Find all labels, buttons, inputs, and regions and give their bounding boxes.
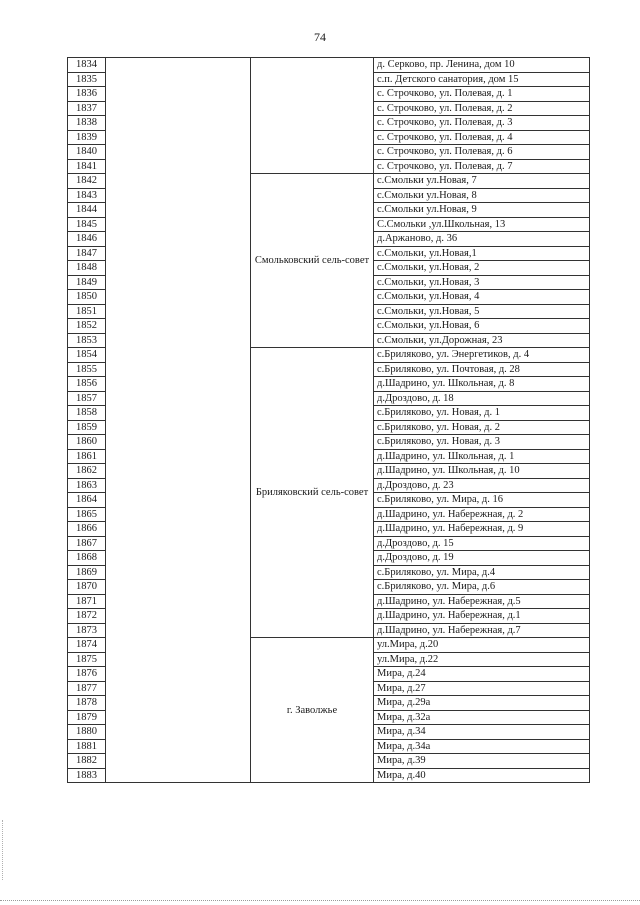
row-number: 1840 [68,145,106,160]
polling-address: Мира, д.29а [374,696,590,711]
polling-address: с.Смольки, ул.Новая, 4 [374,290,590,305]
polling-address: Мира, д.40 [374,768,590,783]
polling-address: с.Смольки ул.Новая, 8 [374,188,590,203]
row-number: 1838 [68,116,106,131]
row-number: 1836 [68,87,106,102]
row-number: 1862 [68,464,106,479]
polling-address: с. Строчково, ул. Полевая, д. 4 [374,130,590,145]
row-number: 1841 [68,159,106,174]
row-number: 1850 [68,290,106,305]
row-number: 1878 [68,696,106,711]
row-number: 1845 [68,217,106,232]
polling-address: д.Дроздово, д. 18 [374,391,590,406]
polling-address: с. Строчково, ул. Полевая, д. 2 [374,101,590,116]
polling-address: с.Бриляково, ул. Новая, д. 2 [374,420,590,435]
polling-address: с.Бриляково, ул. Новая, д. 1 [374,406,590,421]
polling-address: д.Дроздово, д. 19 [374,551,590,566]
polling-address: д.Шадрино, ул. Набережная, д.5 [374,594,590,609]
polling-address: с.Смольки, ул.Новая, 2 [374,261,590,276]
polling-address: Мира, д.34 [374,725,590,740]
district-cell [106,58,251,783]
polling-address: с.Смольки, ул.Новая, 5 [374,304,590,319]
row-number: 1869 [68,565,106,580]
row-number: 1879 [68,710,106,725]
row-number: 1872 [68,609,106,624]
polling-address: с. Строчково, ул. Полевая, д. 3 [374,116,590,131]
row-number: 1868 [68,551,106,566]
polling-address: ул.Мира, д.22 [374,652,590,667]
polling-address: Мира, д.34а [374,739,590,754]
polling-address: с. Строчково, ул. Полевая, д. 6 [374,145,590,160]
row-number: 1871 [68,594,106,609]
scan-side-mark [2,820,4,880]
polling-address: д.Дроздово, д. 23 [374,478,590,493]
scan-bottom-edge [0,900,640,901]
polling-address: д.Шадрино, ул. Школьная, д. 8 [374,377,590,392]
row-number: 1866 [68,522,106,537]
polling-address: д.Шадрино, ул. Набережная, д. 2 [374,507,590,522]
row-number: 1877 [68,681,106,696]
polling-address: д.Шадрино, ул. Набережная, д. 9 [374,522,590,537]
row-number: 1834 [68,58,106,73]
row-number: 1855 [68,362,106,377]
polling-address: с.Смольки, ул.Новая, 3 [374,275,590,290]
polling-address: с.Бриляково, ул. Энергетиков, д. 4 [374,348,590,363]
polling-address: с.Смольки ул.Новая, 9 [374,203,590,218]
row-number: 1883 [68,768,106,783]
polling-address: с.Смольки ул.Новая, 7 [374,174,590,189]
row-number: 1846 [68,232,106,247]
row-number: 1856 [68,377,106,392]
polling-address: с.Смольки, ул.Новая, 6 [374,319,590,334]
row-number: 1835 [68,72,106,87]
row-number: 1881 [68,739,106,754]
polling-address: Мира, д.24 [374,667,590,682]
row-number: 1865 [68,507,106,522]
row-number: 1852 [68,319,106,334]
row-number: 1858 [68,406,106,421]
row-number: 1860 [68,435,106,450]
row-number: 1880 [68,725,106,740]
row-number: 1867 [68,536,106,551]
row-number: 1882 [68,754,106,769]
row-number: 1851 [68,304,106,319]
row-number: 1853 [68,333,106,348]
settlement-cell [251,58,374,174]
row-number: 1859 [68,420,106,435]
row-number: 1875 [68,652,106,667]
polling-address: д.Шадрино, ул. Набережная, д.7 [374,623,590,638]
polling-address: д.Шадрино, ул. Набережная, д.1 [374,609,590,624]
polling-address: с.Бриляково, ул. Новая, д. 3 [374,435,590,450]
settlement-cell: Смольковский сель-совет [251,174,374,348]
row-number: 1847 [68,246,106,261]
row-number: 1844 [68,203,106,218]
polling-address: с.Смольки, ул.Новая,1 [374,246,590,261]
row-number: 1857 [68,391,106,406]
table-row [68,58,590,73]
row-number: 1876 [68,667,106,682]
polling-address: с. Строчково, ул. Полевая, д. 7 [374,159,590,174]
polling-address: с.п. Детского санатория, дом 15 [374,72,590,87]
row-number: 1870 [68,580,106,595]
row-number: 1839 [68,130,106,145]
polling-address: д. Серково, пр. Ленина, дом 10 [374,58,590,73]
polling-address: с. Строчково, ул. Полевая, д. 1 [374,87,590,102]
polling-address: д.Дроздово, д. 15 [374,536,590,551]
row-number: 1863 [68,478,106,493]
polling-address: с.Бриляково, ул. Мира, д.6 [374,580,590,595]
page-number: 74 [314,30,326,44]
settlement-cell: г. Заволжье [251,638,374,783]
polling-address: д.Шадрино, ул. Школьная, д. 10 [374,464,590,479]
polling-address: ул.Мира, д.20 [374,638,590,653]
polling-address: Мира, д.39 [374,754,590,769]
row-number: 1874 [68,638,106,653]
row-number: 1848 [68,261,106,276]
settlement-cell: Бриляковский сель-совет [251,348,374,638]
polling-address: д.Аржаново, д. 36 [374,232,590,247]
row-number: 1854 [68,348,106,363]
row-number: 1849 [68,275,106,290]
polling-address: с.Смольки, ул.Дорожная, 23 [374,333,590,348]
polling-address: д.Шадрино, ул. Школьная, д. 1 [374,449,590,464]
registry-body [68,58,590,783]
row-number: 1843 [68,188,106,203]
row-number: 1873 [68,623,106,638]
row-number: 1837 [68,101,106,116]
polling-address: с.Бриляково, ул. Мира, д.4 [374,565,590,580]
polling-address: с.Бриляково, ул. Мира, д. 16 [374,493,590,508]
address-registry-table [67,57,590,783]
row-number: 1842 [68,174,106,189]
row-number: 1864 [68,493,106,508]
polling-address: Мира, д.32а [374,710,590,725]
polling-address: С.Смольки ,ул.Школьная, 13 [374,217,590,232]
polling-address: с.Бриляково, ул. Почтовая, д. 28 [374,362,590,377]
polling-address: Мира, д.27 [374,681,590,696]
row-number: 1861 [68,449,106,464]
